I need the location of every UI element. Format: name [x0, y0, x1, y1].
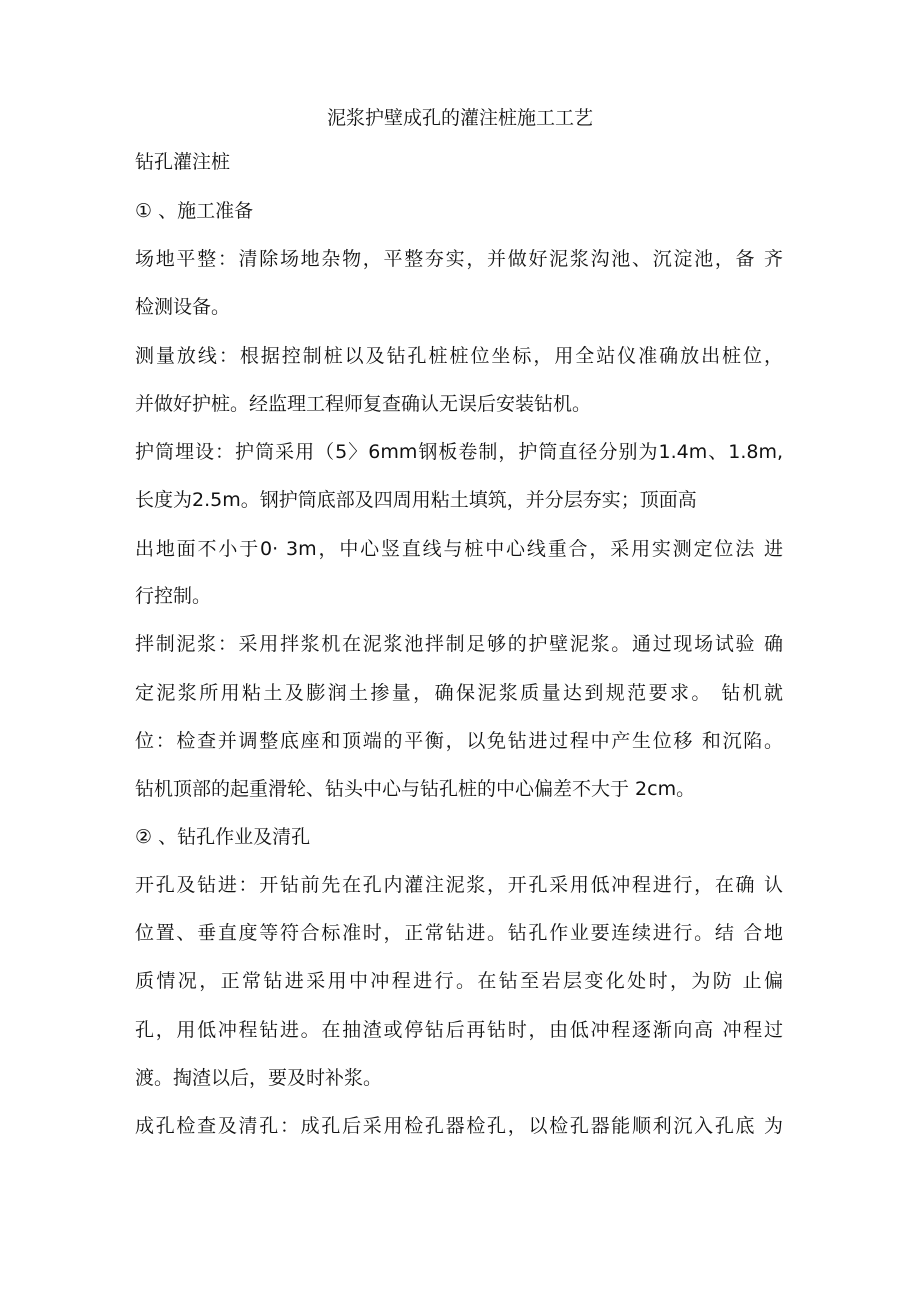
paragraph-line: 场地平整：清除场地杂物，平整夯实，并做好泥浆沟池、沉淀池，备 齐 [135, 248, 783, 270]
paragraph-line: 开孔及钻进：开钻前先在孔内灌注泥浆，开孔采用低冲程进行，在确 认 [135, 874, 783, 896]
paragraph-line: 位：检查并调整底座和顶端的平衡，以免钻进过程中产生位移 和沉陷。 [135, 730, 783, 752]
paragraph-line: 行控制。 [135, 585, 212, 607]
subsection-heading: ② 、钻孔作业及清孔 [135, 826, 311, 848]
paragraph-line: 拌制泥浆：采用拌浆机在泥浆池拌制足够的护壁泥浆。通过现场试验 确 [135, 633, 783, 655]
paragraph-line: 检测设备。 [135, 296, 231, 318]
paragraph-line: 护筒埋设：护筒采用（5〉6mm钢板卷制，护筒直径分别为1.4m、1.8m, [135, 441, 783, 463]
paragraph-line: 测量放线：根据控制桩以及钻孔桩桩位坐标，用全站仪准确放出桩位， [135, 345, 783, 367]
section-heading: 钻孔灌注桩 [135, 151, 231, 173]
paragraph-line: 成孔检查及清孔：成孔后采用检孔器检孔，以检孔器能顺利沉入孔底 为 [135, 1115, 783, 1137]
paragraph-line: 质情况，正常钻进采用中冲程进行。在钻至岩层变化处时，为防 止偏 [135, 970, 783, 992]
paragraph-line: 渡。掏渣以后，要及时补浆。 [135, 1067, 383, 1089]
paragraph-line: 孔，用低冲程钻进。在抽渣或停钻后再钻时，由低冲程逐渐向高 冲程过 [135, 1019, 783, 1041]
paragraph-line: 定泥浆所用粘土及膨润土掺量，确保泥浆质量达到规范要求。 钻机就 [135, 682, 783, 704]
paragraph-line: 位置、垂直度等符合标准时，正常钻进。钻孔作业要连续进行。结 合地 [135, 922, 783, 944]
document-title: 泥浆护壁成孔的灌注桩施工工艺 [326, 107, 593, 129]
paragraph-line: 出地面不小于0· 3m，中心竖直线与桩中心线重合，采用实测定位法 进 [135, 538, 783, 560]
paragraph-line: 长度为2.5m。钢护筒底部及四周用粘土填筑，并分层夯实；顶面高 [135, 489, 697, 511]
paragraph-line: 并做好护桩。经监理工程师复查确认无误后安装钻机。 [135, 393, 592, 415]
subsection-heading: ① 、施工准备 [135, 200, 254, 222]
paragraph-line: 钻机顶部的起重滑轮、钻头中心与钻孔桩的中心偏差不大于 2cm。 [135, 778, 696, 800]
